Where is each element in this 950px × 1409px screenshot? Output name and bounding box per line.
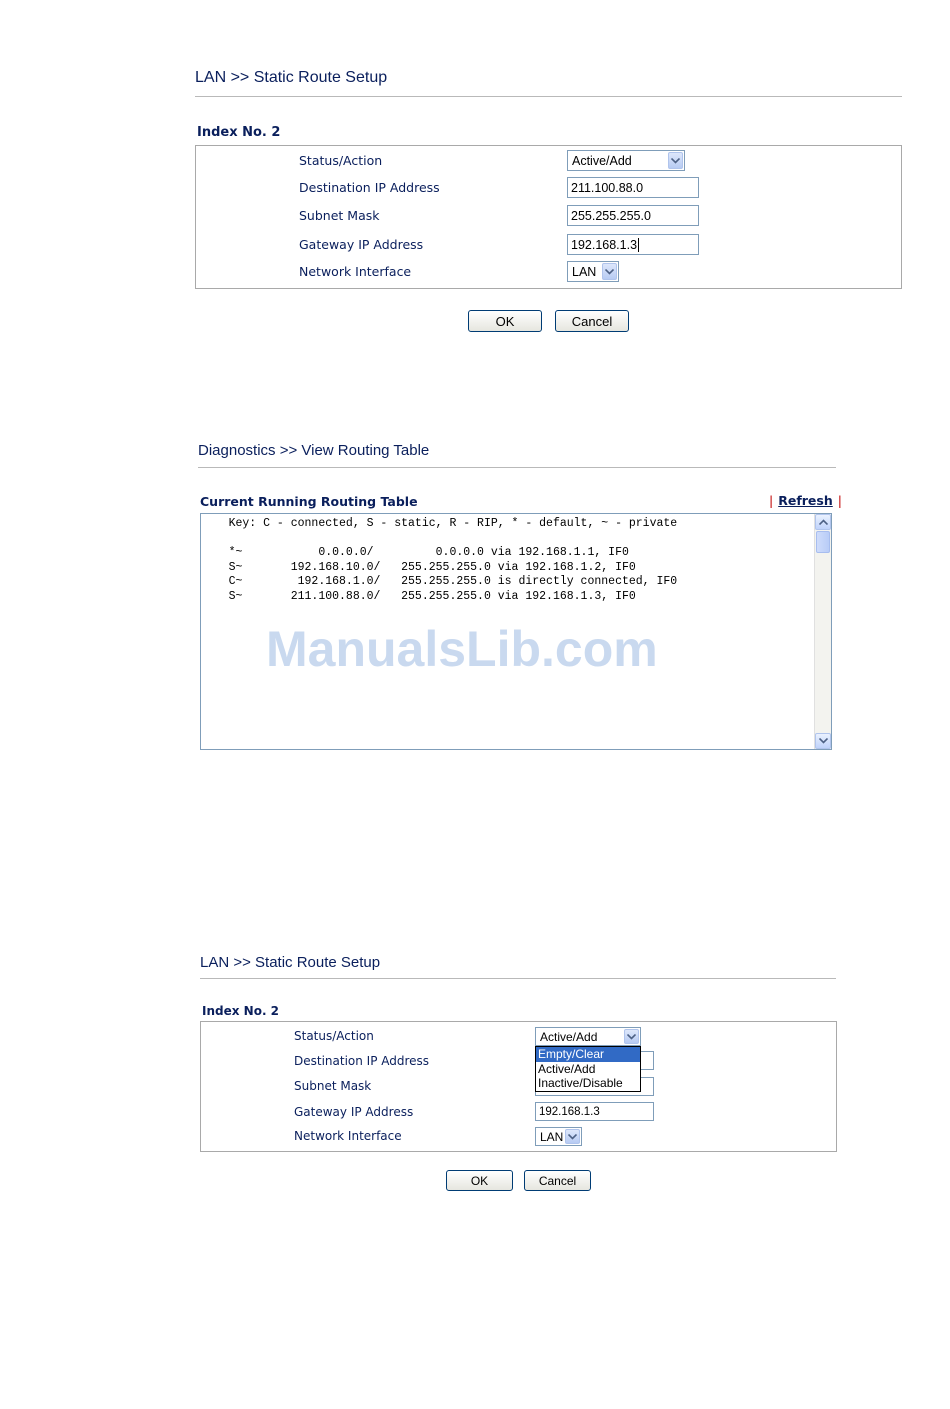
status-action-value: Active/Add	[572, 153, 632, 168]
cancel-button[interactable]: Cancel	[555, 310, 629, 332]
refresh-link-group	[769, 493, 842, 508]
status-action-dropdown-list	[535, 1046, 641, 1092]
refresh-link[interactable]: Refresh	[778, 493, 833, 508]
status-action-label: Status/Action	[294, 1029, 374, 1043]
separator: |	[769, 493, 774, 508]
status-action-value: Active/Add	[540, 1029, 598, 1044]
dropdown-option-active-add[interactable]: Active/Add	[538, 1061, 596, 1076]
network-interface-label: Network Interface	[294, 1129, 402, 1143]
title-divider	[195, 96, 902, 97]
vertical-scrollbar[interactable]	[814, 514, 831, 749]
dropdown-option-inactive-disable[interactable]: Inactive/Disable	[538, 1076, 623, 1090]
chevron-up-icon	[819, 519, 828, 525]
gateway-ip-label: Gateway IP Address	[299, 237, 424, 252]
status-action-label: Status/Action	[299, 153, 383, 168]
dropdown-option-empty-clear[interactable]: Empty/Clear	[536, 1047, 640, 1062]
title-divider	[198, 467, 836, 468]
text-cursor	[638, 238, 639, 252]
gateway-ip-input[interactable]: 192.168.1.3	[535, 1102, 654, 1121]
destination-ip-label: Destination IP Address	[294, 1054, 430, 1068]
cancel-button[interactable]: Cancel	[524, 1170, 591, 1191]
subnet-mask-input[interactable]: 255.255.255.0	[567, 205, 699, 226]
chevron-down-icon	[565, 1129, 580, 1144]
index-label: Index No. 2	[202, 1004, 280, 1018]
scroll-thumb[interactable]	[816, 531, 830, 553]
chevron-down-icon	[624, 1029, 639, 1044]
ok-button[interactable]: OK	[446, 1170, 513, 1191]
page-title: LAN >> Static Route Setup	[195, 69, 388, 86]
chevron-down-icon	[819, 738, 828, 744]
scroll-down-button[interactable]	[815, 733, 831, 749]
ok-button[interactable]: OK	[468, 310, 542, 332]
network-interface-select[interactable]	[535, 1127, 582, 1146]
page-title: Diagnostics >> View Routing Table	[198, 442, 430, 459]
status-action-select[interactable]	[567, 150, 685, 171]
chevron-down-icon	[602, 263, 617, 280]
subnet-mask-label: Subnet Mask	[299, 208, 380, 223]
network-interface-select[interactable]	[567, 261, 619, 282]
page-title: LAN >> Static Route Setup	[200, 954, 381, 971]
status-action-select[interactable]	[535, 1027, 641, 1046]
index-label: Index No. 2	[197, 125, 281, 140]
network-interface-value: LAN	[572, 264, 597, 279]
title-divider	[200, 978, 836, 979]
chevron-down-icon	[668, 152, 683, 169]
network-interface-label: Network Interface	[299, 264, 412, 279]
routing-table-header: Current Running Routing Table	[200, 494, 418, 509]
gateway-ip-input[interactable]: 192.168.1.3	[567, 234, 699, 255]
network-interface-value: LAN	[540, 1129, 564, 1144]
subnet-mask-label: Subnet Mask	[294, 1079, 372, 1093]
destination-ip-input[interactable]: 211.100.88.0	[567, 177, 699, 198]
watermark: ManualsLib.com	[266, 621, 658, 677]
separator: |	[837, 493, 842, 508]
destination-ip-label: Destination IP Address	[299, 180, 440, 195]
routing-table-content: Key: C - connected, S - static, R - RIP, * - default, ~ - private *~ 0.0.0.0/ 0.0.0.0 via 192.168.1.1, IF0 S~ 192.168.10.0/ 255.255.255.0 via 192.168.1.2, IF0 C~ 192.168.1.0/ 255.255.255.0 is directly connected, IF0 S~ 211.100.88.0/ 255.255.255.0 via 192.168.1.3, IF0	[228, 517, 678, 603]
gateway-ip-label: Gateway IP Address	[294, 1105, 414, 1119]
scroll-up-button[interactable]	[815, 514, 831, 530]
